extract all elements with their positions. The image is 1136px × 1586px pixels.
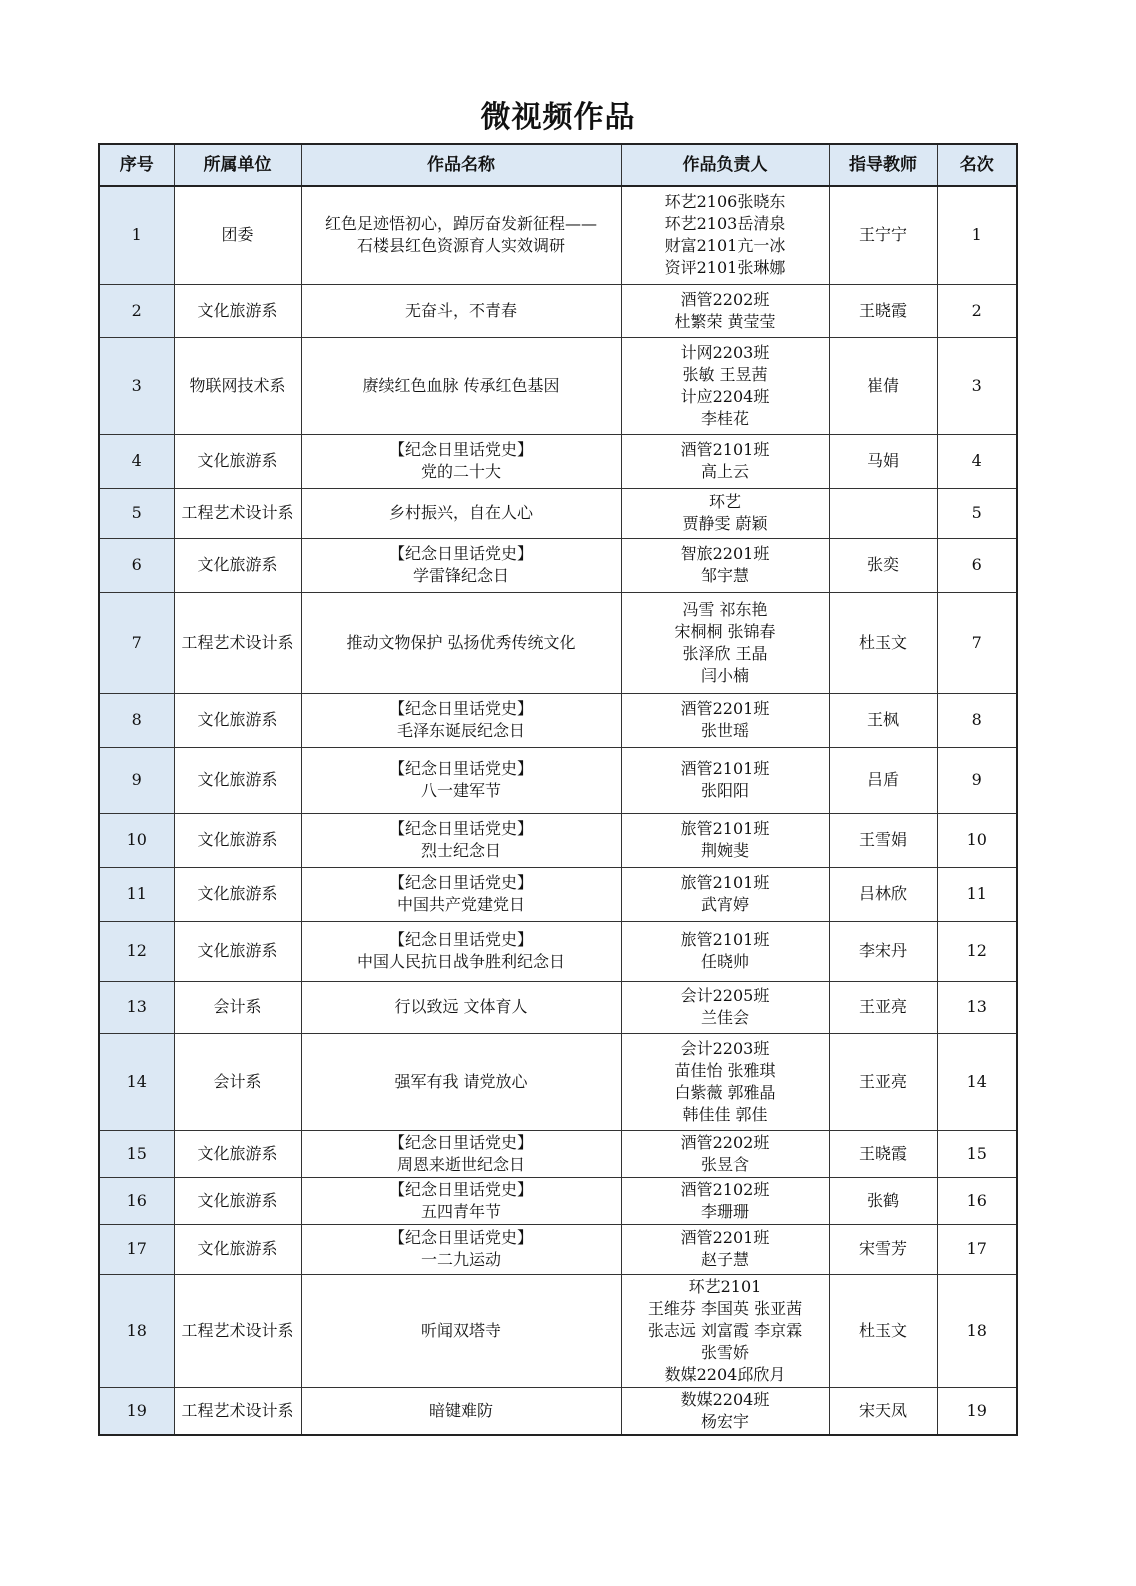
owner-cell-line: 会计2205班 — [680, 986, 770, 1005]
advisor-cell: 王宁宁 — [829, 186, 937, 284]
work-cell-line: 【纪念日里话党史】 — [388, 873, 533, 892]
work-cell-line: 乡村振兴，自在人心 — [388, 503, 533, 522]
work-cell — [301, 1274, 621, 1387]
table-row — [99, 1033, 1017, 1130]
table-row — [99, 1130, 1017, 1177]
work-cell-line: 赓续红色血脉 传承红色基因 — [362, 375, 560, 395]
owner-cell-line: 环艺2103岳清泉 — [664, 214, 786, 234]
work-cell-line: 中国人民抗日战争胜利纪念日 — [356, 952, 565, 971]
seq-cell: 19 — [99, 1387, 174, 1435]
table-row — [99, 592, 1017, 693]
work-cell — [301, 1177, 621, 1224]
work-cell-line: 中国共产党建党日 — [396, 895, 525, 914]
seq-cell: 3 — [99, 337, 174, 434]
unit-text: 文化旅游系 — [197, 884, 278, 903]
work-cell-line: 一二九运动 — [420, 1250, 501, 1269]
rank-cell: 4 — [937, 434, 1017, 488]
unit-text: 文化旅游系 — [197, 1190, 278, 1210]
owner-cell-line: 旅管2101班 — [680, 873, 770, 892]
rank-cell: 15 — [937, 1130, 1017, 1177]
work-cell-line: 烈士纪念日 — [420, 841, 501, 860]
work-cell-line: 【纪念日里话党史】 — [388, 440, 533, 459]
seq-cell: 1 — [99, 186, 174, 284]
owner-cell-line: 财富2101亢一冰 — [664, 236, 786, 256]
work-cell-line: 周恩来逝世纪念日 — [396, 1154, 525, 1174]
owner-cell — [621, 1274, 829, 1387]
owner-cell — [621, 693, 829, 747]
advisor-cell: 宋天凤 — [829, 1387, 937, 1435]
rank-cell: 14 — [937, 1033, 1017, 1130]
unit-cell — [174, 693, 301, 747]
unit-text: 文化旅游系 — [197, 941, 278, 960]
rank-cell: 16 — [937, 1177, 1017, 1224]
work-cell-line: 【纪念日里话党史】 — [388, 544, 533, 563]
rank-cell: 9 — [937, 747, 1017, 813]
seq-cell: 9 — [99, 747, 174, 813]
rank-cell: 7 — [937, 592, 1017, 693]
work-cell — [301, 921, 621, 981]
owner-cell — [621, 867, 829, 921]
owner-cell — [621, 186, 829, 284]
unit-cell — [174, 337, 301, 434]
unit-text: 工程艺术设计系 — [181, 503, 294, 522]
unit-text: 团委 — [221, 225, 254, 245]
unit-cell — [174, 867, 301, 921]
unit-cell — [174, 747, 301, 813]
unit-text: 文化旅游系 — [197, 710, 278, 729]
header-advisor: 指导教师 — [829, 144, 937, 186]
owner-cell-line: 旅管2101班 — [680, 930, 770, 949]
work-cell-line: 毛泽东诞辰纪念日 — [396, 721, 525, 740]
owner-cell — [621, 337, 829, 434]
rank-cell: 2 — [937, 284, 1017, 337]
unit-cell — [174, 1130, 301, 1177]
table-row — [99, 867, 1017, 921]
owner-cell — [621, 1224, 829, 1274]
header-unit: 所属单位 — [174, 144, 301, 186]
owner-cell-line: 邹宇慧 — [700, 566, 749, 585]
owner-cell-line: 苗佳怡 张雅琪 — [674, 1060, 776, 1080]
work-cell — [301, 538, 621, 592]
work-cell — [301, 186, 621, 284]
owner-cell — [621, 1387, 829, 1435]
rank-cell: 10 — [937, 813, 1017, 867]
seq-cell: 13 — [99, 981, 174, 1033]
seq-cell: 18 — [99, 1274, 174, 1387]
seq-cell: 6 — [99, 538, 174, 592]
unit-text: 文化旅游系 — [197, 830, 278, 849]
unit-cell — [174, 981, 301, 1033]
work-cell-line: 【纪念日里话党史】 — [388, 699, 533, 718]
work-cell — [301, 1224, 621, 1274]
table-row — [99, 693, 1017, 747]
owner-cell-line: 智旅2201班 — [680, 544, 770, 563]
owner-cell-line: 酒管2101班 — [680, 759, 770, 778]
work-cell-line: 无奋斗，不青春 — [404, 300, 517, 320]
unit-text: 文化旅游系 — [197, 555, 278, 574]
rank-cell: 19 — [937, 1387, 1017, 1435]
advisor-cell: 王晓霞 — [829, 1130, 937, 1177]
work-cell — [301, 434, 621, 488]
advisor-cell: 王亚亮 — [829, 1033, 937, 1130]
table-row — [99, 538, 1017, 592]
unit-text: 会计系 — [213, 1071, 262, 1091]
table-row — [99, 488, 1017, 538]
owner-cell — [621, 921, 829, 981]
unit-text: 工程艺术设计系 — [181, 1400, 294, 1420]
owner-cell — [621, 1177, 829, 1224]
owner-cell-line: 李桂花 — [700, 408, 749, 428]
unit-text: 文化旅游系 — [197, 300, 278, 320]
rank-cell: 13 — [937, 981, 1017, 1033]
advisor-cell: 杜玉文 — [829, 1274, 937, 1387]
table-row — [99, 186, 1017, 284]
work-cell — [301, 337, 621, 434]
seq-cell: 12 — [99, 921, 174, 981]
unit-cell — [174, 488, 301, 538]
seq-cell: 11 — [99, 867, 174, 921]
table-row — [99, 813, 1017, 867]
owner-cell-line: 李珊珊 — [700, 1201, 749, 1221]
work-cell-line: 【纪念日里话党史】 — [388, 930, 533, 949]
table-row — [99, 1274, 1017, 1387]
unit-cell — [174, 284, 301, 337]
advisor-cell: 吕盾 — [829, 747, 937, 813]
advisor-cell: 马娟 — [829, 434, 937, 488]
header-work: 作品名称 — [301, 144, 621, 186]
unit-cell — [174, 1224, 301, 1274]
work-cell-line: 【纪念日里话党史】 — [388, 1132, 533, 1152]
seq-cell: 4 — [99, 434, 174, 488]
owner-cell-line: 酒管2201班 — [680, 699, 770, 718]
owner-cell — [621, 592, 829, 693]
owner-cell-line: 任晓帅 — [700, 952, 749, 971]
work-cell — [301, 1387, 621, 1435]
work-cell — [301, 592, 621, 693]
owner-cell-line: 荆婉斐 — [700, 841, 749, 860]
rank-cell: 3 — [937, 337, 1017, 434]
awards-table — [98, 143, 1018, 1436]
rank-cell: 17 — [937, 1224, 1017, 1274]
owner-cell-line: 张泽欣 王晶 — [682, 643, 768, 663]
owner-cell — [621, 434, 829, 488]
advisor-cell: 王晓霞 — [829, 284, 937, 337]
work-cell — [301, 747, 621, 813]
owner-cell — [621, 1033, 829, 1130]
unit-text: 工程艺术设计系 — [181, 632, 294, 652]
owner-cell — [621, 538, 829, 592]
unit-cell — [174, 1274, 301, 1387]
work-cell-line: 【纪念日里话党史】 — [388, 1179, 533, 1199]
owner-cell — [621, 284, 829, 337]
seq-cell: 10 — [99, 813, 174, 867]
owner-cell — [621, 747, 829, 813]
work-cell-line: 石楼县红色资源育人实效调研 — [356, 236, 565, 256]
owner-cell-line: 杨宏宇 — [700, 1411, 749, 1431]
owner-cell-line: 闫小楠 — [700, 665, 749, 685]
owner-cell-line: 酒管2101班 — [680, 440, 770, 459]
owner-cell-line: 张阳阳 — [700, 781, 749, 800]
owner-cell — [621, 1130, 829, 1177]
work-cell — [301, 693, 621, 747]
work-cell — [301, 284, 621, 337]
owner-cell-line: 张敏 王昱茜 — [682, 364, 768, 384]
work-cell — [301, 867, 621, 921]
unit-text: 文化旅游系 — [197, 1239, 278, 1258]
unit-cell — [174, 186, 301, 284]
advisor-cell: 宋雪芳 — [829, 1224, 937, 1274]
owner-cell-line: 宋桐桐 张锦春 — [674, 621, 776, 641]
work-cell-line: 学雷锋纪念日 — [412, 566, 509, 585]
rank-cell: 1 — [937, 186, 1017, 284]
seq-cell: 16 — [99, 1177, 174, 1224]
owner-cell-line: 杜繁荣 黄莹莹 — [674, 311, 776, 331]
advisor-cell: 王雪娟 — [829, 813, 937, 867]
work-cell-line: 听闻双塔寺 — [420, 1320, 501, 1340]
seq-cell: 2 — [99, 284, 174, 337]
unit-text: 会计系 — [213, 997, 262, 1016]
owner-cell-line: 计应2204班 — [680, 386, 770, 406]
work-cell — [301, 981, 621, 1033]
advisor-cell: 张奕 — [829, 538, 937, 592]
rank-cell: 12 — [937, 921, 1017, 981]
rank-cell: 11 — [937, 867, 1017, 921]
seq-cell: 17 — [99, 1224, 174, 1274]
owner-cell-line: 张志远 刘富霞 李京霖 — [647, 1320, 803, 1340]
unit-cell — [174, 1387, 301, 1435]
table-row — [99, 1387, 1017, 1435]
unit-cell — [174, 813, 301, 867]
owner-cell-line: 环艺2101 — [688, 1276, 762, 1296]
work-cell-line: 行以致远 文体育人 — [394, 997, 528, 1016]
owner-cell-line: 贾静雯 蔚颖 — [682, 514, 768, 533]
advisor-cell: 杜玉文 — [829, 592, 937, 693]
work-cell-line: 八一建军节 — [420, 781, 501, 800]
owner-cell-line: 酒管2202班 — [680, 289, 770, 309]
unit-text: 文化旅游系 — [197, 451, 278, 470]
owner-cell — [621, 813, 829, 867]
unit-cell — [174, 1177, 301, 1224]
owner-cell-line: 白紫薇 郭雅晶 — [674, 1082, 776, 1102]
work-cell — [301, 813, 621, 867]
owner-cell-line: 王维芬 李国英 张亚茜 — [647, 1298, 803, 1318]
owner-cell-line: 兰佳会 — [700, 1008, 749, 1027]
work-cell-line: 暗键难防 — [428, 1400, 493, 1420]
unit-text: 文化旅游系 — [197, 770, 278, 789]
owner-cell-line: 韩佳佳 郭佳 — [682, 1104, 768, 1124]
table-row — [99, 1224, 1017, 1274]
work-cell-line: 五四青年节 — [420, 1201, 501, 1221]
work-cell-line: 【纪念日里话党史】 — [388, 819, 533, 838]
advisor-cell: 张鹤 — [829, 1177, 937, 1224]
seq-cell: 7 — [99, 592, 174, 693]
owner-cell-line: 环艺 — [708, 492, 741, 511]
owner-cell-line: 酒管2201班 — [680, 1228, 770, 1247]
owner-cell-line: 张雪娇 — [700, 1342, 749, 1362]
owner-cell-line: 赵子慧 — [700, 1250, 749, 1269]
work-cell-line: 推动文物保护 弘扬优秀传统文化 — [346, 632, 576, 652]
header-seq: 序号 — [99, 144, 174, 186]
seq-cell: 15 — [99, 1130, 174, 1177]
rank-cell: 6 — [937, 538, 1017, 592]
table-row — [99, 434, 1017, 488]
rank-cell: 5 — [937, 488, 1017, 538]
table-row — [99, 337, 1017, 434]
rank-cell: 8 — [937, 693, 1017, 747]
header-owner: 作品负责人 — [621, 144, 829, 186]
table-body — [99, 186, 1017, 1435]
table-row — [99, 921, 1017, 981]
owner-cell-line: 计网2203班 — [680, 342, 770, 362]
rank-cell: 18 — [937, 1274, 1017, 1387]
owner-cell-line: 酒管2202班 — [680, 1132, 770, 1152]
seq-cell: 8 — [99, 693, 174, 747]
work-cell-line: 红色足迹悟初心，踔厉奋发新征程—— — [324, 214, 597, 234]
header-rank: 名次 — [937, 144, 1017, 186]
work-cell-line: 【纪念日里话党史】 — [388, 759, 533, 778]
unit-text: 文化旅游系 — [197, 1143, 278, 1163]
owner-cell-line: 数媒2204邱欣月 — [664, 1364, 786, 1384]
unit-cell — [174, 592, 301, 693]
table-row — [99, 981, 1017, 1033]
owner-cell-line: 武宵婷 — [700, 895, 749, 914]
table-row — [99, 284, 1017, 337]
table-row — [99, 1177, 1017, 1224]
work-cell — [301, 1033, 621, 1130]
owner-cell-line: 会计2203班 — [680, 1038, 770, 1058]
unit-text: 工程艺术设计系 — [181, 1320, 294, 1340]
unit-cell — [174, 434, 301, 488]
unit-cell — [174, 921, 301, 981]
work-cell-line: 党的二十大 — [420, 462, 501, 481]
advisor-cell — [829, 488, 937, 538]
advisor-cell: 王枫 — [829, 693, 937, 747]
owner-cell-line: 冯雪 祁东艳 — [682, 599, 768, 619]
work-cell — [301, 488, 621, 538]
header-row — [99, 144, 1017, 186]
advisor-cell: 崔倩 — [829, 337, 937, 434]
unit-cell — [174, 1033, 301, 1130]
owner-cell-line: 旅管2101班 — [680, 819, 770, 838]
owner-cell-line: 张世瑶 — [700, 721, 749, 740]
owner-cell — [621, 981, 829, 1033]
page-title: 微视频作品 — [480, 100, 636, 135]
owner-cell-line: 张昱含 — [700, 1154, 749, 1174]
owner-cell-line: 高上云 — [700, 462, 749, 481]
advisor-cell: 李宋丹 — [829, 921, 937, 981]
unit-cell — [174, 538, 301, 592]
table-row — [99, 747, 1017, 813]
work-cell-line: 【纪念日里话党史】 — [388, 1228, 533, 1247]
owner-cell-line: 资评2101张琳娜 — [664, 258, 786, 278]
owner-cell-line: 数媒2204班 — [680, 1389, 770, 1409]
advisor-cell: 王亚亮 — [829, 981, 937, 1033]
seq-cell: 14 — [99, 1033, 174, 1130]
seq-cell: 5 — [99, 488, 174, 538]
advisor-cell: 吕林欣 — [829, 867, 937, 921]
work-cell — [301, 1130, 621, 1177]
owner-cell-line: 环艺2106张晓东 — [664, 192, 786, 212]
owner-cell — [621, 488, 829, 538]
work-cell-line: 强军有我 请党放心 — [394, 1071, 528, 1091]
unit-text: 物联网技术系 — [189, 375, 286, 395]
owner-cell-line: 酒管2102班 — [680, 1179, 770, 1199]
